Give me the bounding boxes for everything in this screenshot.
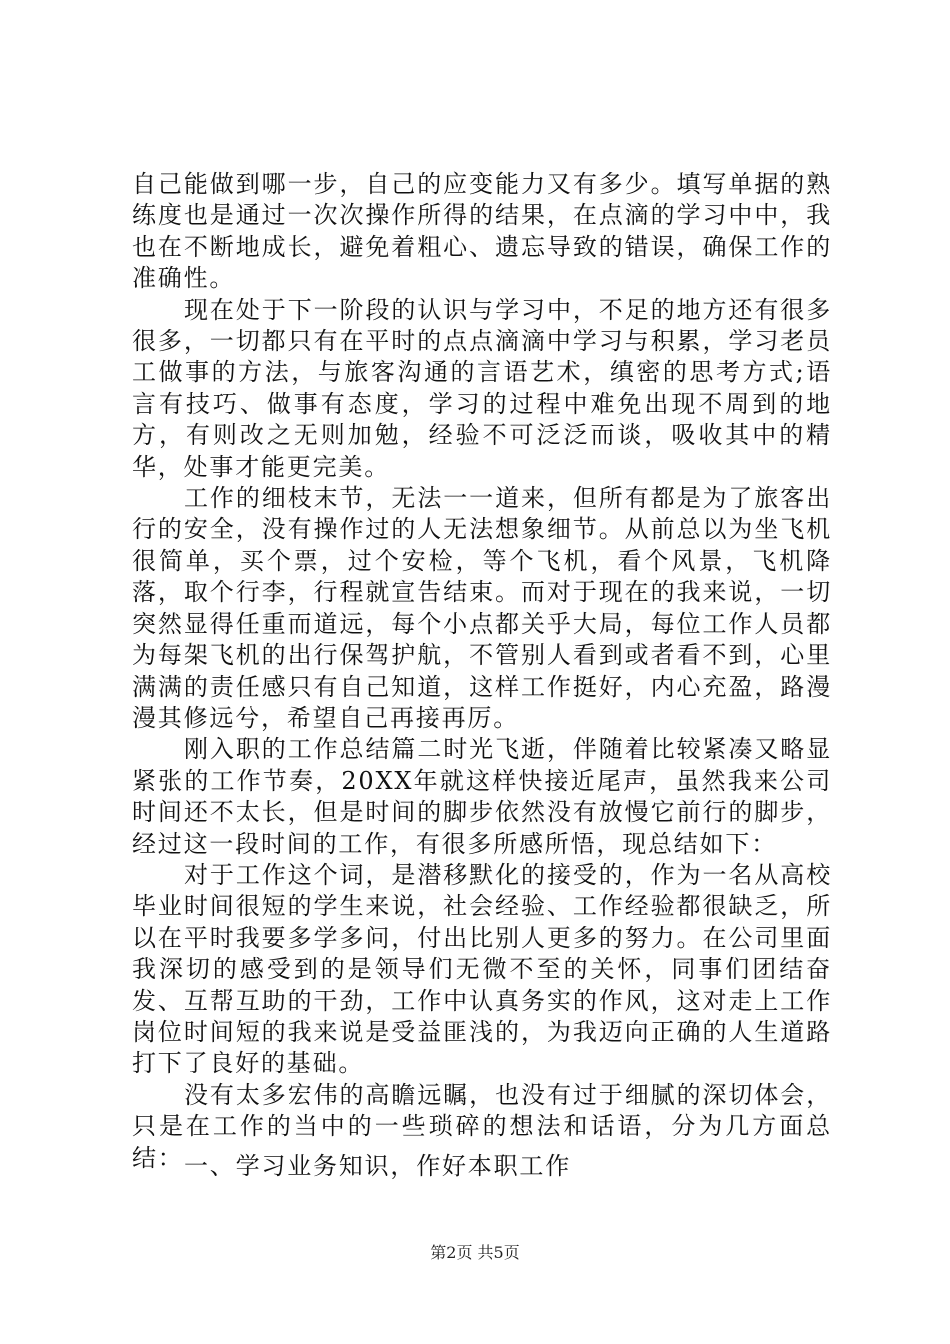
paragraph-2: 现在处于下一阶段的认识与学习中，不足的地方还有很多很多，一切都只有在平时的点点滴滴中学习与积累，学习老员工做事的方法，与旅客沟通的言语艺术，缜密的思考方式;语言有技巧、做事有态度，学习的过程中难免出现不周到的地方，有则改之无则加勉，经验不可泛泛而谈，吸收其中的精华，处事才能更完美。: [132, 295, 832, 481]
paragraph-4: 刚入职的工作总结篇二时光飞逝，伴随着比较紧凑又略显紧张的工作节奏，20XX年就这样快接近尾声，虽然我来公司时间还不太长，但是时间的脚步依然没有放慢它前行的脚步，经过这一段时间的工作，有很多所感所悟，现总结如下：: [132, 735, 832, 858]
paragraph-5: 对于工作这个词，是潜移默化的接受的，作为一名从高校毕业时间很短的学生来说，社会经验、工作经验都很缺乏，所以在平时我要多学多问，付出比别人更多的努力。在公司里面我深切的感受到的是领导们无微不至的关怀，同事们团结奋发、互帮互助的干劲，工作中认真务实的作风，这对走上工作岗位时间短的我来说是受益匪浅的，为我迈向正确的人生道路打下了良好的基础。: [132, 860, 832, 1078]
page-number-footer: 第2页 共5页: [430, 1243, 520, 1262]
document-body: [132, 169, 832, 1174]
section-heading: 一、学习业务知识，作好本职工作: [184, 1152, 571, 1180]
paragraph-6: 没有太多宏伟的高瞻远瞩，也没有过于细腻的深切体会，只是在工作的当中的一些琐碎的想法和话语，分为几方面总结：: [132, 1080, 832, 1172]
paragraph-3: 工作的细枝末节，无法一一道来，但所有都是为了旅客出行的安全，没有操作过的人无法想象细节。从前总以为坐飞机很简单，买个票，过个安检，等个飞机，看个风景，飞机降落，取个行李，行程就宣告结束。而对于现在的我来说，一切突然显得任重而道远，每个小点都关乎大局，每位工作人员都为每架飞机的出行保驾护航，不管别人看到或者看不到，心里满满的责任感只有自己知道，这样工作挺好，内心充盈，路漫漫其修远兮，希望自己再接再厉。: [132, 484, 832, 732]
paragraph-1: 自己能做到哪一步，自己的应变能力又有多少。填写单据的熟练度也是通过一次次操作所得的结果，在点滴的学习中中，我也在不断地成长，避免着粗心、遗忘导致的错误，确保工作的准确性。: [132, 170, 832, 293]
